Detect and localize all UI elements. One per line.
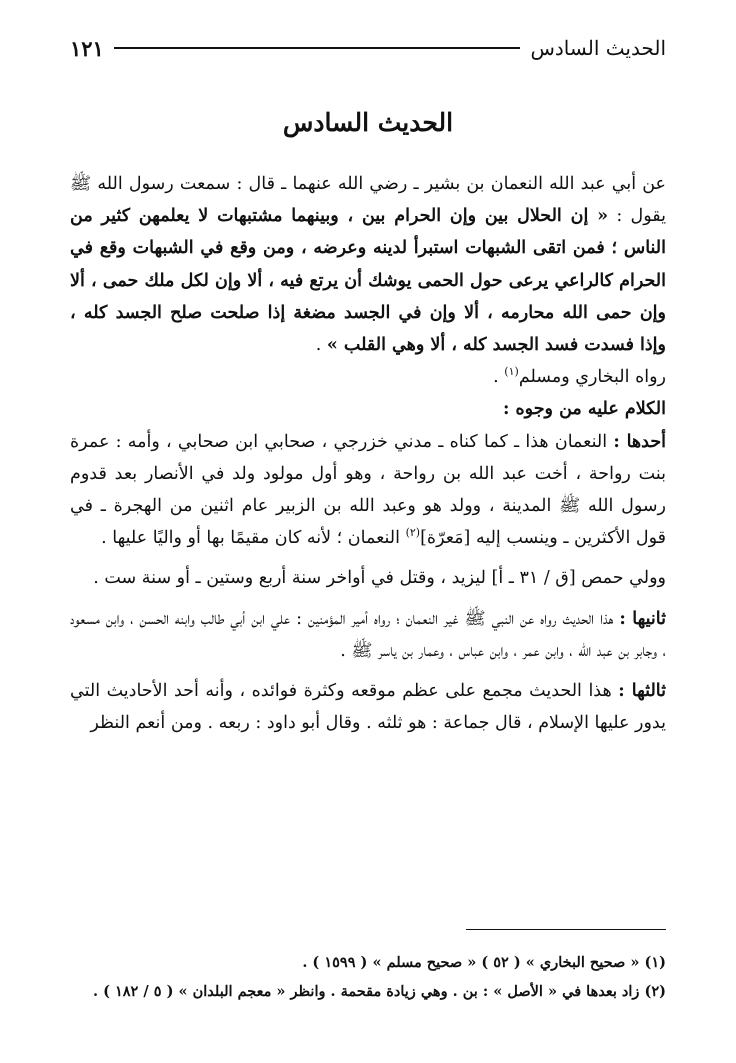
footnotes bbox=[70, 948, 666, 1006]
footnote-2: (٢) زاد بعدها في « الأصل » : بن . وهي زيادة مقحمة . وانظر « معجم البلدان » ( ٥ / ١٨٢ ) . bbox=[92, 983, 666, 1000]
page-number: ١٢١ bbox=[70, 35, 104, 61]
body-text bbox=[70, 168, 666, 739]
running-header-title: الحديث السادس bbox=[530, 36, 666, 60]
footnote-ref-1[interactable]: (١) bbox=[504, 365, 519, 379]
discussion-heading: الكلام عليه من وجوه : bbox=[502, 399, 666, 420]
point-2-paragraph bbox=[70, 603, 666, 667]
point-1-paragraph bbox=[70, 426, 666, 555]
point-2-text: هذا الحديث رواه عن النبي ﷺ غير النعمان ؛ رواه أمير المؤمنين : علي ابن أبي طالب وابنه الحسن ، وابن مسعود ، وجابر بن عبد الله ، وابن عمر ، وابن عباس ، وعمار بن ياسر ﷺ . bbox=[70, 608, 666, 661]
point-3-label: ثالثها : bbox=[618, 681, 666, 702]
matn-tail: . bbox=[315, 335, 327, 356]
point-3-text: هذا الحديث مجمع على عظم موقعه وكثرة فوائده ، وأنه أحد الأحاديث التي يدور عليها الإسلام ، قال جماعة : هو ثلثه . وقال أبو داود : ربعه . ومن أنعم النظر bbox=[70, 681, 666, 734]
point-1-bracket: [مَعرّة] bbox=[420, 528, 471, 549]
matn-text: « إن الحلال بين وإن الحرام بين ، وبينهما مشتبهات لا يعلمهن كثير من الناس ؛ فمن اتقى الشبهات استبرأ لدينه وعرضه ، ومن وقع في الشبهات وقع في الحرام كالراعي يرعى حول الحمى يوشك أن يرتع فيه ، ألا وإن لكل ملك حمى ، ألا وإن حمى الله محارمه ، ألا وإن في الجسد مضغة إذا صلحت صلح الجسد كله ، وإذا فسدت فسد الجسد كله ، ألا وهي القلب » bbox=[70, 206, 666, 356]
header-rule bbox=[114, 47, 521, 49]
narration-text: رواه البخاري ومسلم bbox=[518, 367, 666, 388]
hadith-text-paragraph bbox=[70, 168, 666, 361]
point-1-text-a: النعمان هذا ـ كما كناه ـ مدني خزرجي ، صحابي ابن صحابي ، وأمه : عمرة بنت رواحة ، أخت عبد الله بن رواحة ، وهو أول مولود ولد في الأنصار بعد قدوم رسول الله ﷺ المدينة ، وولد هو وعبد الله بن الزبير عام اثنين من الهجرة ـ في قول الأكثرين ـ وينسب إليه bbox=[70, 431, 666, 549]
isnad-text: عن أبي عبد الله النعمان بن بشير ـ رضي الله عنهما ـ قال : سمعت رسول الله ﷺ يقول : bbox=[70, 174, 666, 227]
point-1-continuation: وولي حمص [ق / ٣١ ـ أ] ليزيد ، وقتل في أواخر سنة أربع وستين ـ أو سنة ست . bbox=[93, 568, 666, 589]
point-2-label: ثانيها : bbox=[619, 608, 666, 629]
point-1-label: أحدها : bbox=[613, 431, 666, 452]
hadith-title: الحديث السادس bbox=[282, 108, 454, 137]
point-1-text-b: النعمان ؛ لأنه كان مقيمًا بها أو واليًا عليها . bbox=[101, 528, 406, 549]
footnote-ref-2[interactable]: (٢) bbox=[405, 526, 421, 540]
narration-paragraph bbox=[70, 361, 666, 393]
point-3-paragraph bbox=[70, 675, 666, 739]
footnote-1: (١) « صحيح البخاري » ( ٥٢ ) « صحيح مسلم » ( ١٥٩٩ ) . bbox=[302, 954, 666, 971]
narration-tail: . bbox=[493, 367, 505, 388]
footnote-rule bbox=[466, 929, 666, 930]
running-header bbox=[70, 30, 666, 66]
